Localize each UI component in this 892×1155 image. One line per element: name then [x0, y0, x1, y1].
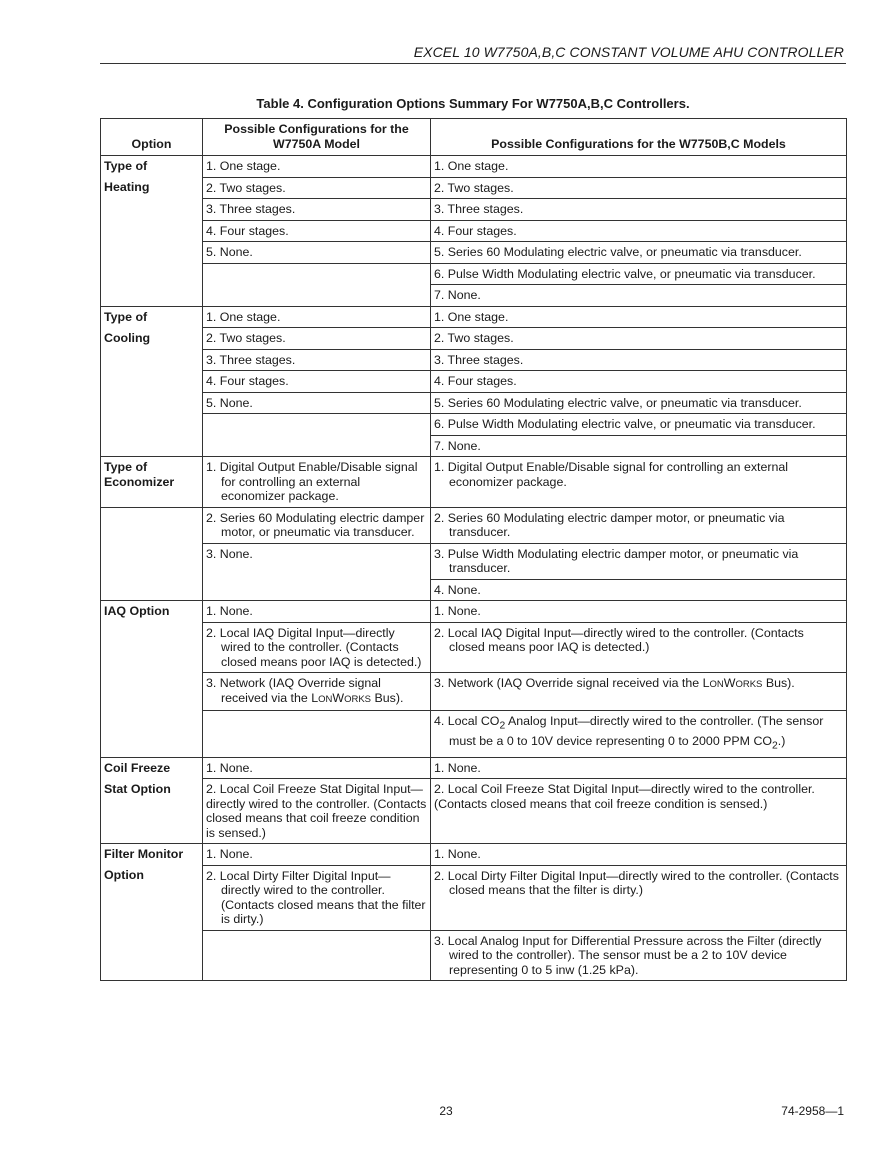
table-cell	[431, 844, 847, 866]
option-label-continued	[101, 414, 203, 436]
option-label: Type of	[101, 156, 203, 178]
config-item: 3. Three stages.	[434, 352, 524, 367]
config-item	[206, 676, 427, 707]
option-label-continued	[101, 622, 203, 673]
config-item: 1. Digital Output Enable/Disable signal for controlling an external economizer package.	[206, 460, 418, 503]
table-cell	[203, 156, 431, 178]
option-label-continued	[101, 543, 203, 579]
config-item	[434, 676, 843, 693]
table-cell	[203, 844, 431, 866]
column-header-w7750bc: Possible Configurations for the W7750B,C Models	[431, 119, 847, 156]
config-item: 1. None.	[434, 847, 481, 862]
config-item: 2. Two stages.	[206, 331, 286, 345]
config-item-text: .)	[777, 733, 786, 748]
config-item: 4. Four stages.	[206, 223, 289, 238]
config-item: 4. Four stages.	[434, 374, 517, 388]
table-cell	[431, 435, 847, 457]
table-cell	[431, 711, 847, 758]
subscript: 2	[772, 740, 778, 752]
table-cell	[431, 371, 847, 393]
table-row	[101, 757, 847, 779]
option-label-continued	[101, 263, 203, 285]
config-item-text: Bus).	[762, 676, 795, 690]
table-cell	[431, 507, 847, 543]
table-cell	[431, 177, 847, 199]
table-cell	[203, 622, 431, 673]
option-label-continued	[101, 579, 203, 601]
option-label-continued	[101, 673, 203, 711]
config-item: 1. None.	[206, 604, 253, 618]
option-label-continued	[101, 242, 203, 264]
table-cell	[431, 673, 847, 711]
configuration-options-table	[100, 118, 847, 981]
table-cell	[431, 306, 847, 328]
config-item: 1. One stage.	[434, 159, 509, 173]
config-item: 3. Three stages.	[206, 352, 296, 367]
config-item: 2. Local IAQ Digital Input—directly wired to the controller. (Contacts closed means poor IAQ is detected.)	[206, 625, 422, 669]
table-row	[101, 507, 847, 543]
table-cell	[203, 543, 431, 601]
table-cell	[431, 263, 847, 285]
table-row	[101, 156, 847, 178]
config-item-text: 3. Network (IAQ Override signal received via the	[434, 676, 703, 690]
table-cell-empty	[203, 930, 431, 981]
table-row	[101, 242, 847, 264]
config-item: 2. Local Coil Freeze Stat Digital Input—directly wired to the controller. (Contacts closed means that coil freeze condition is sensed.)	[434, 782, 815, 811]
table-cell	[203, 242, 431, 264]
config-item-text: 3. Network (IAQ Override signal received via the	[206, 676, 381, 705]
table-cell	[431, 199, 847, 221]
table-cell	[203, 328, 431, 350]
option-label: Stat Option	[101, 779, 203, 844]
table-cell	[203, 673, 431, 711]
table-row	[101, 199, 847, 221]
table-cell	[431, 242, 847, 264]
config-item: 4. None.	[434, 582, 481, 597]
table-row	[101, 457, 847, 508]
table-cell	[203, 306, 431, 328]
table-cell	[203, 865, 431, 930]
table-cell	[203, 507, 431, 543]
table-row	[101, 930, 847, 981]
option-label: Heating	[101, 177, 203, 199]
table-cell	[431, 779, 847, 844]
config-item: 3. Pulse Width Modulating electric damper motor, or pneumatic via transducer.	[434, 546, 799, 575]
table-row	[101, 844, 847, 866]
table-cell	[431, 757, 847, 779]
config-item-text: 4. Local CO	[434, 714, 500, 728]
table-cell	[431, 414, 847, 436]
lonworks-text: W	[723, 676, 736, 690]
column-header-w7750a: Possible Configurations for the W7750A Model	[203, 119, 431, 156]
running-header-title: EXCEL 10 W7750A,B,C CONSTANT VOLUME AHU CONTROLLER	[413, 44, 844, 60]
table-header-row	[101, 119, 847, 156]
document-number: 74-2958—1	[781, 1104, 844, 1118]
lonworks-text: L	[311, 690, 319, 705]
table-row	[101, 349, 847, 371]
option-label: IAQ Option	[101, 601, 203, 623]
config-item: 5. None.	[206, 395, 253, 410]
option-label-continued	[101, 220, 203, 242]
option-label: Coil Freeze	[101, 757, 203, 779]
option-label-continued	[101, 392, 203, 414]
config-item-text: Bus).	[371, 690, 404, 705]
table-row	[101, 177, 847, 199]
config-item: 5. Series 60 Modulating electric valve, or pneumatic via transducer.	[434, 395, 802, 410]
table-cell	[203, 392, 431, 414]
config-item: 2. Local Coil Freeze Stat Digital Input—directly wired to the controller. (Contacts closed means that coil freeze condition is sensed.)	[206, 782, 427, 840]
config-item: 1. None.	[206, 760, 253, 775]
config-item: 3. Local Analog Input for Differential Pressure across the Filter (directly wired to the controller). The sensor must be a 2 to 10V device representing 0 to 5 inw (1.25 kPa).	[434, 933, 822, 977]
lonworks-text: W	[332, 690, 345, 705]
table-cell	[431, 579, 847, 601]
table-cell-empty	[203, 711, 431, 758]
table-cell-empty	[203, 414, 431, 457]
option-label: Cooling	[101, 328, 203, 350]
option-label: Type of	[101, 306, 203, 328]
table-cell	[203, 220, 431, 242]
config-item: 2. Local Dirty Filter Digital Input—directly wired to the controller. (Contacts closed means that the filter is dirty.)	[434, 868, 839, 898]
table-cell	[203, 757, 431, 779]
config-item: 2. Local IAQ Digital Input—directly wired to the controller. (Contacts closed means poor IAQ is detected.)	[434, 625, 804, 654]
option-label-continued	[101, 371, 203, 393]
page-number: 23	[439, 1104, 453, 1118]
table-cell	[431, 601, 847, 623]
table-row	[101, 220, 847, 242]
table-cell	[431, 930, 847, 981]
table-row	[101, 328, 847, 350]
config-item: 1. One stage.	[206, 309, 281, 324]
table-cell	[203, 601, 431, 623]
config-item: 2. Two stages.	[434, 331, 514, 345]
table-row	[101, 711, 847, 758]
table-cell	[431, 156, 847, 178]
option-label: Type of Economizer	[101, 457, 203, 508]
config-item: 7. None.	[434, 288, 481, 302]
table-row	[101, 392, 847, 414]
config-item: 3. Three stages.	[206, 202, 296, 216]
lonworks-text: ORKS	[735, 679, 763, 690]
lonworks-text: ON	[709, 679, 724, 690]
table-cell	[431, 328, 847, 350]
table-row	[101, 414, 847, 436]
option-label-continued	[101, 349, 203, 371]
table-row	[101, 779, 847, 844]
option-label: Filter Monitor	[101, 844, 203, 866]
table-cell	[203, 349, 431, 371]
config-item: 1. None.	[206, 847, 253, 862]
config-item: 4. Four stages.	[434, 223, 517, 238]
option-label-continued	[101, 285, 203, 307]
config-item: 2. Local Dirty Filter Digital Input—directly wired to the controller. (Contacts closed means that the filter is dirty.)	[206, 868, 426, 927]
config-item: 2. Two stages.	[434, 180, 514, 195]
config-item: 1. None.	[434, 604, 481, 618]
option-label-continued	[101, 711, 203, 758]
table-row	[101, 371, 847, 393]
config-item: 2. Series 60 Modulating electric damper motor, or pneumatic via transducer.	[206, 510, 425, 539]
table-cell	[431, 285, 847, 307]
table-cell	[431, 220, 847, 242]
table-cell	[203, 199, 431, 221]
config-item: 2. Two stages.	[206, 180, 286, 195]
table-row	[101, 306, 847, 328]
table-row	[101, 622, 847, 673]
table-cell	[431, 457, 847, 508]
option-label-continued	[101, 199, 203, 221]
config-item: 7. None.	[434, 438, 481, 453]
config-item: 4. Four stages.	[206, 374, 289, 388]
config-item: 5. None.	[206, 245, 253, 259]
table-row	[101, 673, 847, 711]
table-row	[101, 865, 847, 930]
subscript: 2	[499, 720, 506, 732]
table-row	[101, 543, 847, 579]
config-item: 3. None.	[206, 546, 253, 561]
table-cell	[431, 543, 847, 579]
table-cell	[203, 779, 431, 844]
table-cell	[203, 177, 431, 199]
table-cell	[431, 865, 847, 930]
config-item-text: Analog Input—directly wired to the controller. (The sensor must be a 0 to 10V device representing 0 to 2000 PPM CO	[449, 714, 824, 748]
lonworks-text: ON	[318, 693, 333, 705]
option-label-continued	[101, 507, 203, 543]
table-cell	[203, 457, 431, 508]
config-item: 6. Pulse Width Modulating electric valve, or pneumatic via transducer.	[434, 417, 816, 431]
header-rule	[100, 63, 846, 64]
config-item: 1. None.	[434, 760, 481, 775]
table-caption: Table 4. Configuration Options Summary For W7750A,B,C Controllers.	[256, 96, 690, 111]
table-cell	[431, 392, 847, 414]
option-label: Option	[101, 865, 203, 930]
config-item	[434, 714, 843, 754]
table-cell	[431, 622, 847, 673]
table-row	[101, 263, 847, 285]
lonworks-text: L	[702, 676, 710, 690]
table-cell-empty	[203, 263, 431, 306]
column-header-option: Option	[101, 119, 203, 156]
config-item: 1. One stage.	[206, 159, 281, 173]
config-item: 1. One stage.	[434, 309, 509, 324]
option-label-continued	[101, 435, 203, 457]
option-label-continued	[101, 930, 203, 981]
config-item: 3. Three stages.	[434, 202, 524, 216]
lonworks-text: ORKS	[344, 693, 372, 705]
table-row	[101, 601, 847, 623]
config-item: 6. Pulse Width Modulating electric valve, or pneumatic via transducer.	[434, 266, 816, 281]
config-item: 1. Digital Output Enable/Disable signal for controlling an external economizer package.	[434, 460, 789, 489]
config-item: 2. Series 60 Modulating electric damper motor, or pneumatic via transducer.	[434, 510, 785, 539]
config-item: 5. Series 60 Modulating electric valve, or pneumatic via transducer.	[434, 245, 802, 259]
table-cell	[203, 371, 431, 393]
table-cell	[431, 349, 847, 371]
